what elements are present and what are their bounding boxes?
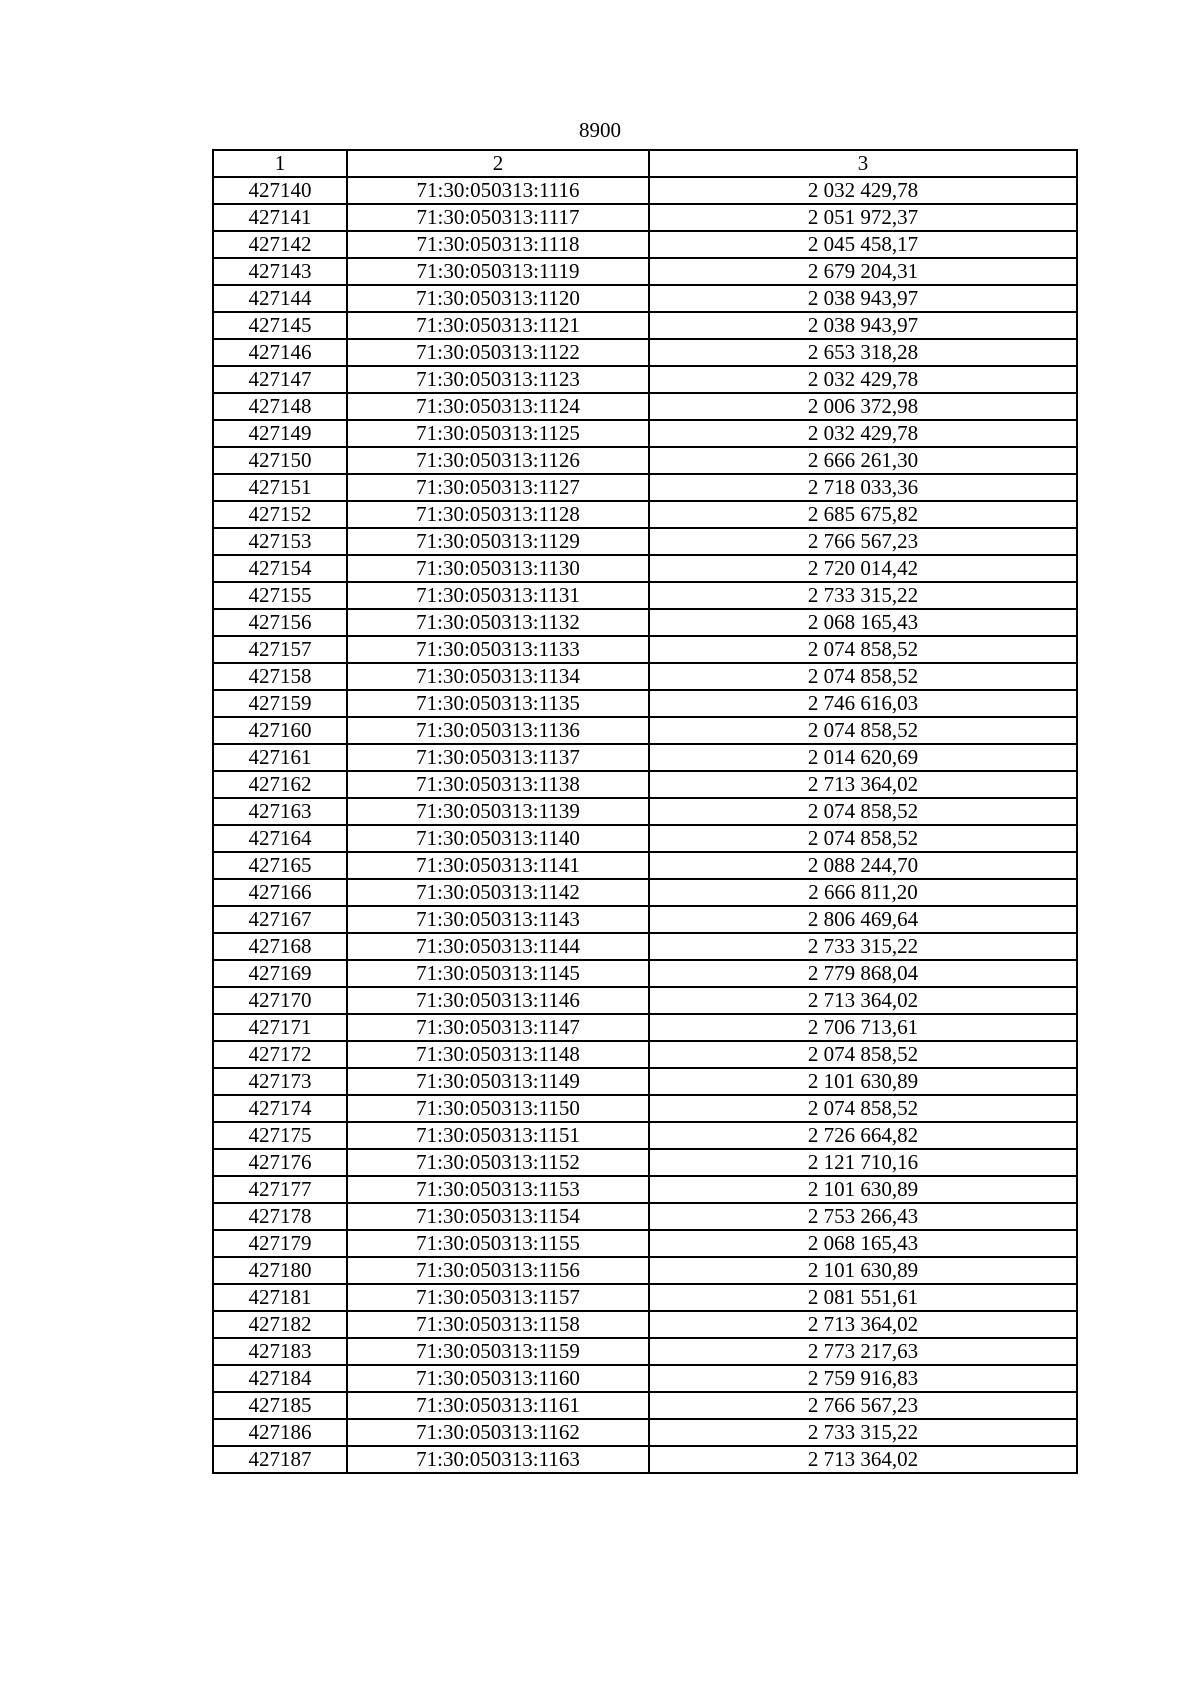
row-number-cell: 427154	[213, 555, 347, 582]
value-cell: 2 032 429,78	[649, 420, 1077, 447]
row-number-cell: 427187	[213, 1446, 347, 1473]
row-number-cell: 427167	[213, 906, 347, 933]
table-row	[213, 1068, 1077, 1095]
row-number-cell: 427152	[213, 501, 347, 528]
table-row	[213, 1311, 1077, 1338]
table-row	[213, 258, 1077, 285]
value-cell: 2 806 469,64	[649, 906, 1077, 933]
cadastral-number-cell: 71:30:050313:1142	[347, 879, 649, 906]
row-number-cell: 427185	[213, 1392, 347, 1419]
cadastral-number-cell: 71:30:050313:1130	[347, 555, 649, 582]
table-row	[213, 555, 1077, 582]
table-row	[213, 771, 1077, 798]
value-cell: 2 074 858,52	[649, 1095, 1077, 1122]
cadastral-number-cell: 71:30:050313:1132	[347, 609, 649, 636]
row-number-cell: 427148	[213, 393, 347, 420]
cadastral-number-cell: 71:30:050313:1147	[347, 1014, 649, 1041]
cadastral-number-cell: 71:30:050313:1124	[347, 393, 649, 420]
row-number-cell: 427172	[213, 1041, 347, 1068]
table-body	[213, 150, 1077, 1473]
column-header-1: 1	[213, 150, 347, 177]
table-row	[213, 1122, 1077, 1149]
table-row	[213, 609, 1077, 636]
table-row	[213, 879, 1077, 906]
value-cell: 2 666 261,30	[649, 447, 1077, 474]
value-cell: 2 074 858,52	[649, 717, 1077, 744]
cadastral-number-cell: 71:30:050313:1120	[347, 285, 649, 312]
cadastral-number-cell: 71:30:050313:1148	[347, 1041, 649, 1068]
table-row	[213, 204, 1077, 231]
value-cell: 2 746 616,03	[649, 690, 1077, 717]
table-row	[213, 339, 1077, 366]
table-row	[213, 1392, 1077, 1419]
column-header-3: 3	[649, 150, 1077, 177]
row-number-cell: 427165	[213, 852, 347, 879]
row-number-cell: 427183	[213, 1338, 347, 1365]
cadastral-number-cell: 71:30:050313:1159	[347, 1338, 649, 1365]
value-cell: 2 713 364,02	[649, 1446, 1077, 1473]
table-row	[213, 1203, 1077, 1230]
cadastral-number-cell: 71:30:050313:1150	[347, 1095, 649, 1122]
value-cell: 2 706 713,61	[649, 1014, 1077, 1041]
table-row	[213, 744, 1077, 771]
row-number-cell: 427147	[213, 366, 347, 393]
value-cell: 2 101 630,89	[649, 1176, 1077, 1203]
cadastral-number-cell: 71:30:050313:1134	[347, 663, 649, 690]
value-cell: 2 759 916,83	[649, 1365, 1077, 1392]
table-row	[213, 1095, 1077, 1122]
row-number-cell: 427163	[213, 798, 347, 825]
row-number-cell: 427143	[213, 258, 347, 285]
row-number-cell: 427186	[213, 1419, 347, 1446]
value-cell: 2 074 858,52	[649, 663, 1077, 690]
table-row	[213, 177, 1077, 204]
value-cell: 2 766 567,23	[649, 1392, 1077, 1419]
table-row	[213, 906, 1077, 933]
cadastral-number-cell: 71:30:050313:1138	[347, 771, 649, 798]
table-row	[213, 690, 1077, 717]
table-row	[213, 1365, 1077, 1392]
cadastral-number-cell: 71:30:050313:1141	[347, 852, 649, 879]
table-row	[213, 1257, 1077, 1284]
cadastral-number-cell: 71:30:050313:1157	[347, 1284, 649, 1311]
row-number-cell: 427179	[213, 1230, 347, 1257]
row-number-cell: 427161	[213, 744, 347, 771]
value-cell: 2 051 972,37	[649, 204, 1077, 231]
row-number-cell: 427164	[213, 825, 347, 852]
value-cell: 2 006 372,98	[649, 393, 1077, 420]
row-number-cell: 427166	[213, 879, 347, 906]
row-number-cell: 427141	[213, 204, 347, 231]
table-row	[213, 447, 1077, 474]
table-row	[213, 312, 1077, 339]
value-cell: 2 726 664,82	[649, 1122, 1077, 1149]
row-number-cell: 427146	[213, 339, 347, 366]
cadastral-number-cell: 71:30:050313:1137	[347, 744, 649, 771]
value-cell: 2 733 315,22	[649, 933, 1077, 960]
row-number-cell: 427175	[213, 1122, 347, 1149]
value-cell: 2 101 630,89	[649, 1068, 1077, 1095]
value-cell: 2 032 429,78	[649, 366, 1077, 393]
cadastral-number-cell: 71:30:050313:1161	[347, 1392, 649, 1419]
value-cell: 2 720 014,42	[649, 555, 1077, 582]
row-number-cell: 427150	[213, 447, 347, 474]
cadastral-number-cell: 71:30:050313:1146	[347, 987, 649, 1014]
value-cell: 2 045 458,17	[649, 231, 1077, 258]
cadastral-number-cell: 71:30:050313:1129	[347, 528, 649, 555]
cadastral-number-cell: 71:30:050313:1123	[347, 366, 649, 393]
cadastral-number-cell: 71:30:050313:1156	[347, 1257, 649, 1284]
row-number-cell: 427181	[213, 1284, 347, 1311]
value-cell: 2 685 675,82	[649, 501, 1077, 528]
table-row	[213, 393, 1077, 420]
row-number-cell: 427173	[213, 1068, 347, 1095]
table-row	[213, 474, 1077, 501]
data-table	[212, 149, 1078, 1474]
cadastral-number-cell: 71:30:050313:1144	[347, 933, 649, 960]
cadastral-number-cell: 71:30:050313:1125	[347, 420, 649, 447]
row-number-cell: 427168	[213, 933, 347, 960]
table-row	[213, 1446, 1077, 1473]
row-number-cell: 427156	[213, 609, 347, 636]
cadastral-number-cell: 71:30:050313:1163	[347, 1446, 649, 1473]
row-number-cell: 427144	[213, 285, 347, 312]
table-row	[213, 960, 1077, 987]
row-number-cell: 427153	[213, 528, 347, 555]
table-row	[213, 1230, 1077, 1257]
value-cell: 2 773 217,63	[649, 1338, 1077, 1365]
row-number-cell: 427149	[213, 420, 347, 447]
table-row	[213, 798, 1077, 825]
row-number-cell: 427158	[213, 663, 347, 690]
table-row	[213, 501, 1077, 528]
table-row	[213, 1284, 1077, 1311]
table-row	[213, 582, 1077, 609]
value-cell: 2 653 318,28	[649, 339, 1077, 366]
table-row	[213, 1041, 1077, 1068]
cadastral-number-cell: 71:30:050313:1160	[347, 1365, 649, 1392]
value-cell: 2 074 858,52	[649, 825, 1077, 852]
value-cell: 2 733 315,22	[649, 1419, 1077, 1446]
table-row	[213, 1149, 1077, 1176]
value-cell: 2 766 567,23	[649, 528, 1077, 555]
cadastral-number-cell: 71:30:050313:1128	[347, 501, 649, 528]
cadastral-number-cell: 71:30:050313:1155	[347, 1230, 649, 1257]
row-number-cell: 427157	[213, 636, 347, 663]
table-header-row	[213, 150, 1077, 177]
column-header-2: 2	[347, 150, 649, 177]
row-number-cell: 427170	[213, 987, 347, 1014]
cadastral-number-cell: 71:30:050313:1119	[347, 258, 649, 285]
value-cell: 2 718 033,36	[649, 474, 1077, 501]
value-cell: 2 032 429,78	[649, 177, 1077, 204]
cadastral-number-cell: 71:30:050313:1135	[347, 690, 649, 717]
cadastral-number-cell: 71:30:050313:1149	[347, 1068, 649, 1095]
cadastral-number-cell: 71:30:050313:1140	[347, 825, 649, 852]
value-cell: 2 088 244,70	[649, 852, 1077, 879]
cadastral-number-cell: 71:30:050313:1118	[347, 231, 649, 258]
table-row	[213, 825, 1077, 852]
value-cell: 2 679 204,31	[649, 258, 1077, 285]
table-row	[213, 933, 1077, 960]
cadastral-number-cell: 71:30:050313:1153	[347, 1176, 649, 1203]
row-number-cell: 427162	[213, 771, 347, 798]
row-number-cell: 427155	[213, 582, 347, 609]
table-row	[213, 420, 1077, 447]
value-cell: 2 074 858,52	[649, 798, 1077, 825]
row-number-cell: 427180	[213, 1257, 347, 1284]
value-cell: 2 713 364,02	[649, 987, 1077, 1014]
value-cell: 2 733 315,22	[649, 582, 1077, 609]
value-cell: 2 713 364,02	[649, 1311, 1077, 1338]
cadastral-number-cell: 71:30:050313:1136	[347, 717, 649, 744]
table-row	[213, 852, 1077, 879]
value-cell: 2 121 710,16	[649, 1149, 1077, 1176]
value-cell: 2 074 858,52	[649, 636, 1077, 663]
row-number-cell: 427177	[213, 1176, 347, 1203]
cadastral-number-cell: 71:30:050313:1162	[347, 1419, 649, 1446]
value-cell: 2 101 630,89	[649, 1257, 1077, 1284]
cadastral-number-cell: 71:30:050313:1152	[347, 1149, 649, 1176]
row-number-cell: 427176	[213, 1149, 347, 1176]
cadastral-number-cell: 71:30:050313:1117	[347, 204, 649, 231]
value-cell: 2 014 620,69	[649, 744, 1077, 771]
table-row	[213, 636, 1077, 663]
value-cell: 2 068 165,43	[649, 609, 1077, 636]
page-number: 8900	[579, 118, 621, 142]
row-number-cell: 427184	[213, 1365, 347, 1392]
table-row	[213, 663, 1077, 690]
cadastral-number-cell: 71:30:050313:1133	[347, 636, 649, 663]
value-cell: 2 038 943,97	[649, 312, 1077, 339]
cadastral-number-cell: 71:30:050313:1131	[347, 582, 649, 609]
row-number-cell: 427171	[213, 1014, 347, 1041]
table-row	[213, 366, 1077, 393]
cadastral-number-cell: 71:30:050313:1154	[347, 1203, 649, 1230]
cadastral-number-cell: 71:30:050313:1126	[347, 447, 649, 474]
cadastral-number-cell: 71:30:050313:1116	[347, 177, 649, 204]
table-row	[213, 528, 1077, 555]
table-row	[213, 1338, 1077, 1365]
row-number-cell: 427169	[213, 960, 347, 987]
cadastral-number-cell: 71:30:050313:1143	[347, 906, 649, 933]
value-cell: 2 713 364,02	[649, 771, 1077, 798]
value-cell: 2 779 868,04	[649, 960, 1077, 987]
cadastral-number-cell: 71:30:050313:1122	[347, 339, 649, 366]
value-cell: 2 068 165,43	[649, 1230, 1077, 1257]
table-row	[213, 1176, 1077, 1203]
table-row	[213, 1419, 1077, 1446]
value-cell: 2 666 811,20	[649, 879, 1077, 906]
value-cell: 2 074 858,52	[649, 1041, 1077, 1068]
row-number-cell: 427140	[213, 177, 347, 204]
row-number-cell: 427178	[213, 1203, 347, 1230]
table-row	[213, 717, 1077, 744]
value-cell: 2 038 943,97	[649, 285, 1077, 312]
table-row	[213, 285, 1077, 312]
row-number-cell: 427145	[213, 312, 347, 339]
row-number-cell: 427160	[213, 717, 347, 744]
row-number-cell: 427174	[213, 1095, 347, 1122]
cadastral-number-cell: 71:30:050313:1158	[347, 1311, 649, 1338]
value-cell: 2 753 266,43	[649, 1203, 1077, 1230]
row-number-cell: 427159	[213, 690, 347, 717]
row-number-cell: 427151	[213, 474, 347, 501]
table-row	[213, 231, 1077, 258]
value-cell: 2 081 551,61	[649, 1284, 1077, 1311]
row-number-cell: 427182	[213, 1311, 347, 1338]
row-number-cell: 427142	[213, 231, 347, 258]
cadastral-number-cell: 71:30:050313:1127	[347, 474, 649, 501]
cadastral-number-cell: 71:30:050313:1121	[347, 312, 649, 339]
table-row	[213, 1014, 1077, 1041]
cadastral-number-cell: 71:30:050313:1145	[347, 960, 649, 987]
table-row	[213, 987, 1077, 1014]
cadastral-number-cell: 71:30:050313:1151	[347, 1122, 649, 1149]
cadastral-number-cell: 71:30:050313:1139	[347, 798, 649, 825]
